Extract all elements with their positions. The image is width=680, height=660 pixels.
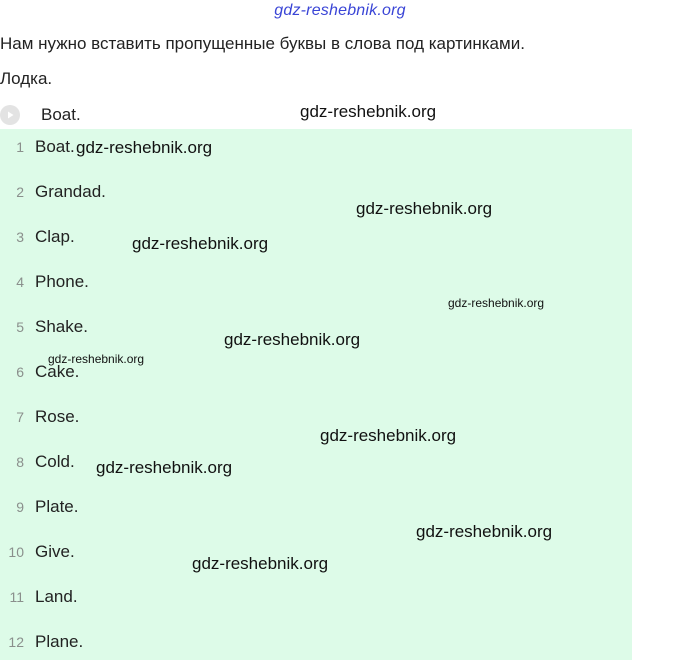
answer-word: Grandad.: [35, 182, 106, 201]
answer-row: [0, 223, 75, 251]
watermark: gdz-reshebnik.org: [224, 330, 361, 349]
watermark: gdz-reshebnik.org: [96, 458, 233, 477]
task-instruction: Нам нужно вставить пропущенные буквы в слова под картинками.: [0, 34, 525, 53]
answer-number: 6: [16, 364, 24, 380]
answer-row: [0, 268, 89, 296]
answer-row: [0, 403, 79, 431]
answers-panel: [0, 129, 632, 660]
translation-line: Лодка.: [0, 69, 53, 88]
example-text: Boat.: [41, 105, 81, 124]
answer-word: Phone.: [35, 272, 89, 291]
answer-word: Give.: [35, 542, 75, 561]
watermark: gdz-reshebnik.org: [300, 102, 437, 121]
answer-number: 10: [8, 544, 24, 560]
answer-row: [0, 538, 75, 566]
answer-row: [0, 628, 83, 656]
answer-number: 11: [9, 589, 24, 605]
site-header-watermark: gdz-reshebnik.org: [274, 2, 406, 19]
answer-number: 9: [16, 499, 24, 515]
answer-word: Plane.: [35, 632, 84, 651]
answer-row: [0, 583, 78, 611]
watermark: gdz-reshebnik.org: [356, 199, 493, 218]
answer-number: 8: [16, 454, 24, 470]
answer-row: [0, 493, 78, 521]
answer-number: 12: [8, 634, 24, 650]
answer-row: [0, 448, 75, 476]
watermark: gdz-reshebnik.org: [416, 522, 553, 541]
watermark: gdz-reshebnik.org: [76, 138, 213, 157]
answer-number: 3: [16, 229, 24, 245]
answer-row: [0, 178, 106, 206]
answer-word: Boat.: [35, 137, 75, 156]
answer-word: Clap.: [35, 227, 75, 246]
answer-number: 2: [16, 184, 24, 200]
answer-row: [0, 313, 88, 341]
answer-word: Cold.: [35, 452, 75, 471]
answer-word: Plate.: [35, 497, 79, 516]
answer-word: Cake.: [35, 362, 80, 381]
watermark: gdz-reshebnik.org: [192, 554, 329, 573]
answer-word: Land.: [35, 587, 78, 606]
answer-word: Rose.: [35, 407, 80, 426]
answer-row: [0, 133, 75, 161]
answer-number: 5: [16, 319, 24, 335]
watermark: gdz-reshebnik.org: [320, 426, 457, 445]
answer-number: 7: [16, 409, 24, 425]
answer-number: 4: [16, 274, 24, 290]
example-row: [0, 102, 81, 128]
play-icon[interactable]: [0, 105, 20, 125]
watermark: gdz-reshebnik.org: [448, 296, 545, 310]
answer-word: Shake.: [35, 317, 88, 336]
watermark: gdz-reshebnik.org: [132, 234, 269, 253]
answer-number: 1: [16, 139, 24, 155]
watermark: gdz-reshebnik.org: [48, 352, 145, 366]
